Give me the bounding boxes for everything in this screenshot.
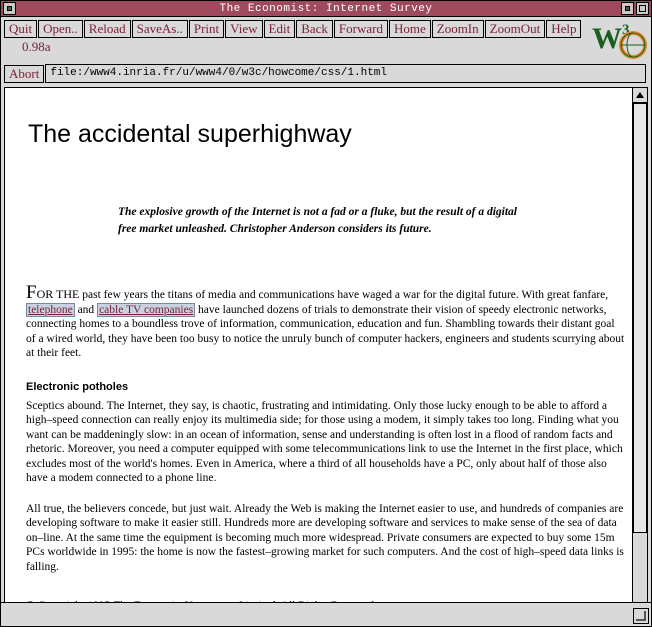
document-canvas <box>5 88 632 623</box>
small-caps-lead: OR THE <box>36 287 80 301</box>
zoom-in-button[interactable]: ZoomIn <box>432 20 484 38</box>
edit-button[interactable]: Edit <box>264 20 296 38</box>
toolbar <box>1 17 651 62</box>
svg-text:W: W <box>592 22 622 55</box>
back-button[interactable]: Back <box>296 20 333 38</box>
window-menu-button[interactable] <box>3 2 16 15</box>
title-bar <box>1 1 651 17</box>
scroll-up-button[interactable] <box>633 88 647 103</box>
maximize-button[interactable] <box>636 2 649 15</box>
paragraph-two: Sceptics abound. The Internet, they say, is chaotic, frustrating and intimidating. Only those lucky enough to be able to afford a high–speed connection can really enjoy its multimedia side; for those using a modem, it simply takes too long. Finding what you want can be maddeningly slow: in an ocean of information, sense and understanding is often lost in a flood of random facts and rhetoric. Moreover, you need a computer equipped with some telecommunications link to use the Internet in the first place, which excludes most of the world's homes. Even in America, where a third of all households have a PC, only about half of those also have a modem connected to a phone line. <box>26 399 623 484</box>
print-button[interactable]: Print <box>189 20 224 38</box>
save-as-button[interactable]: SaveAs.. <box>132 20 188 38</box>
drop-cap: F <box>26 282 37 303</box>
abort-button[interactable]: Abort <box>4 65 44 83</box>
vertical-scrollbar[interactable] <box>632 88 647 623</box>
standfirst-text: The explosive growth of the Internet is not a fad or a fluke, but the result of a digital free market unleashed. Christopher Anderson considers its future. <box>118 206 518 235</box>
status-bar <box>1 602 651 626</box>
view-button[interactable]: View <box>225 20 262 38</box>
help-button[interactable]: Help <box>546 20 581 38</box>
quit-button[interactable]: Quit <box>4 20 37 38</box>
address-bar <box>1 62 651 87</box>
scroll-thumb[interactable] <box>633 103 647 533</box>
minimize-button[interactable] <box>621 2 634 15</box>
scroll-up-arrow-icon <box>636 92 644 98</box>
page-title: The accidental superhighway <box>28 120 352 148</box>
toolbar-button-row <box>4 20 588 56</box>
svg-text:3: 3 <box>622 22 630 38</box>
reload-button[interactable]: Reload <box>84 20 131 38</box>
cable-tv-companies-link[interactable]: cable TV companies <box>99 303 194 316</box>
paragraph-one <box>26 282 626 361</box>
para1-part2: and <box>74 303 98 316</box>
resize-grip[interactable] <box>633 608 649 624</box>
document-frame <box>4 87 648 624</box>
forward-button[interactable]: Forward <box>334 20 388 38</box>
w3-logo-icon <box>592 18 648 62</box>
section-heading: Electronic potholes <box>26 380 129 393</box>
para1-part3: have launched dozens of trials to demonstrate their vision of speedy electronic networks, connecting homes to a boundless trove of information, communication, education and fun. Shambling towards their distant goal of a wired world, they have been too busy to notice the unruly bunch of computer hackers, engineers and students scurrying about at their feet. <box>26 303 625 359</box>
url-input[interactable]: file:/www4.inria.fr/u/www4/0/w3c/howcome/css/1.html <box>45 64 646 83</box>
para1-part1: past few years the titans of media and communications have waged a war for the digital future. With great fanfare, <box>79 289 609 301</box>
open-button[interactable]: Open.. <box>38 20 83 38</box>
scroll-track[interactable] <box>633 103 647 608</box>
zoom-out-button[interactable]: ZoomOut <box>485 20 546 38</box>
paragraph-three: All true, the believers concede, but just wait. Already the Web is making the Internet easier to use, and hundreds of companies are developing software to make it easier still. Hundreds more are developing software and services to make sense of the sea of data on–line. At the same time the equipment is becoming much more widespread. Private consumers are expected to buy some 15m PCs worldwide in 1995: the home is now the fastest–growing market for such computers. And the cost of high–speed data links is falling. <box>26 502 624 573</box>
minimize-icon <box>625 6 630 11</box>
maximize-icon <box>639 5 646 12</box>
window-menu-icon <box>7 6 12 11</box>
version-label: 0.98a <box>22 39 51 54</box>
telephone-link[interactable]: telephone <box>28 303 73 316</box>
home-button[interactable]: Home <box>389 20 431 38</box>
window-title: The Economist: Internet Survey <box>219 2 433 15</box>
